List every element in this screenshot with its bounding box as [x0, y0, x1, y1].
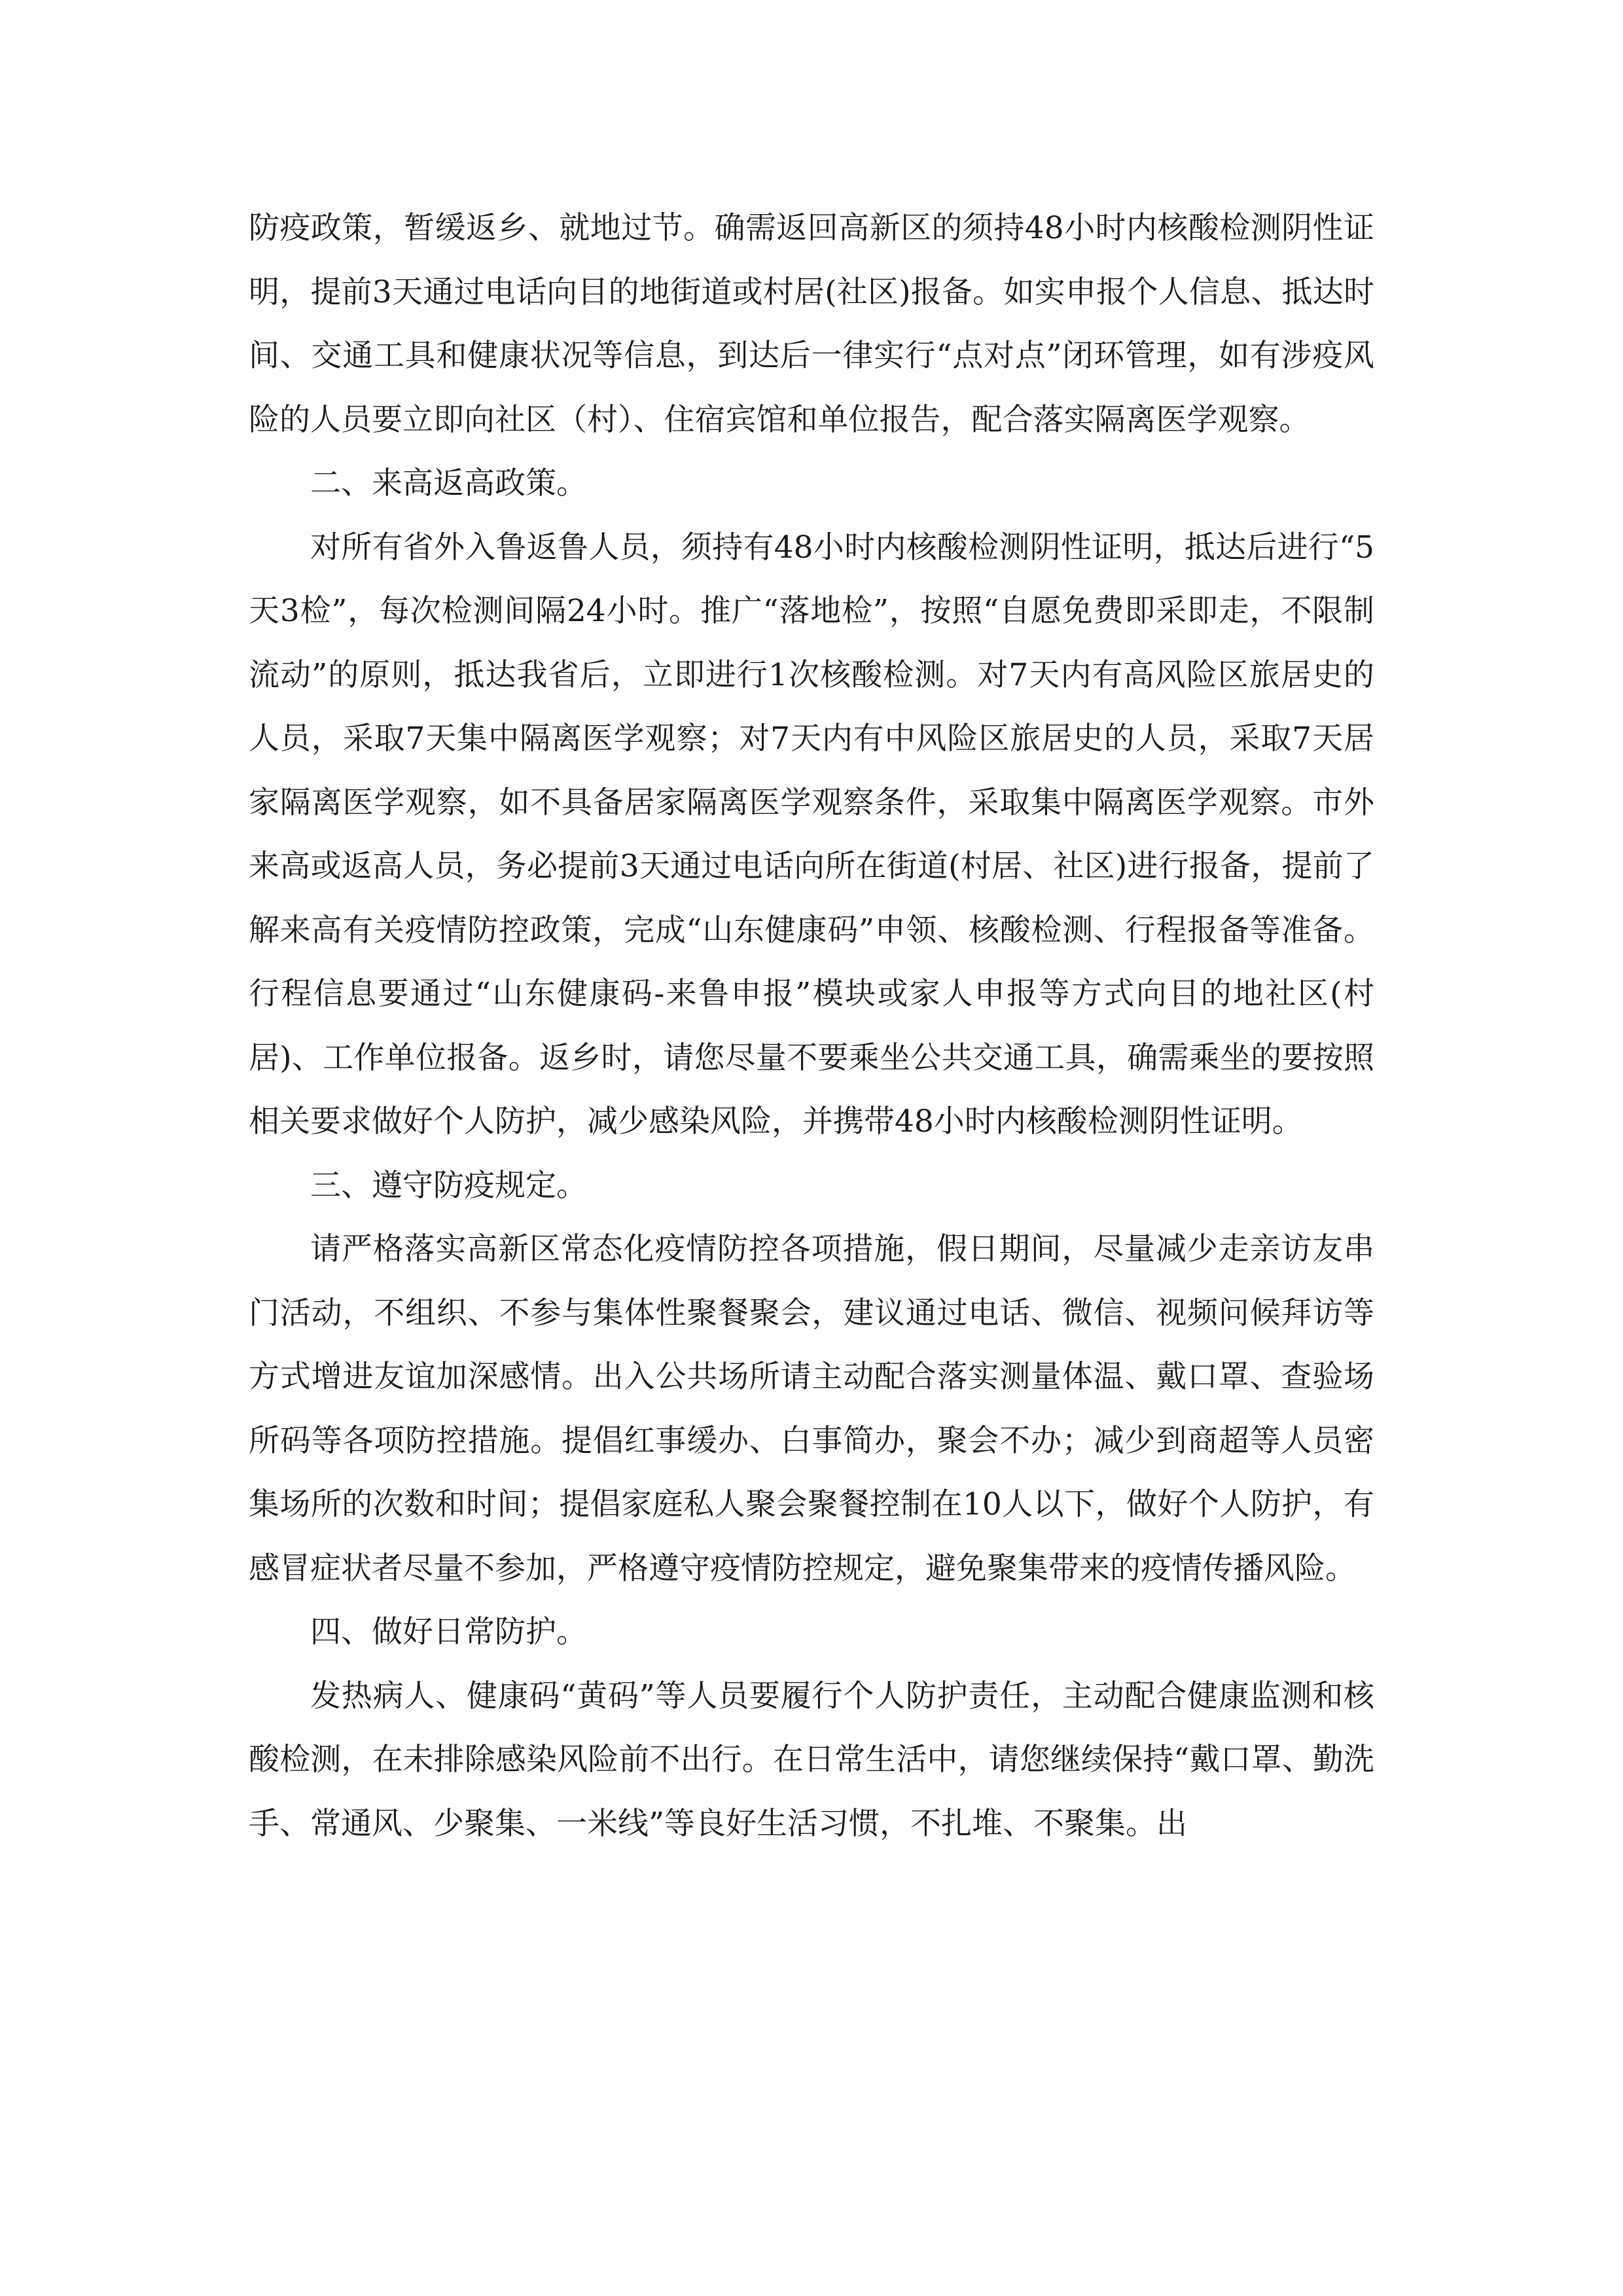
paragraph-arrival-return-policy: 对所有省外入鲁返鲁人员，须持有48小时内核酸检测阴性证明，抵达后进行“5天3检”，每次检测间隔24小时。推广“落地检”，按照“自愿免费即采即走，不限制流动”的原则，抵达我省后，立即进行1次核酸检测。对7天内有高风险区旅居史的人员，采取7天集中隔离医学观察；对7天内有中风险区旅居史的人员，采取7天居家隔离医学观察，如不具备居家隔离医学观察条件，采取集中隔离医学观察。市外来高或返高人员，务必提前3天通过电话向所在街道(村居、社区)进行报备，提前了解来高有关疫情防控政策，完成“山东健康码”申领、核酸检测、行程报备等准备。行程信息要通过“山东健康码-来鲁申报”模块或家人申报等方式向目的地社区(村居)、工作单位报备。返乡时，请您尽量不要乘坐公共交通工具，确需乘坐的要按照相关要求做好个人防护，减少感染风险，并携带48小时内核酸检测阴性证明。 — [249, 529, 1374, 1139]
paragraph-daily-protection: 发热病人、健康码“黄码”等人员要履行个人防护责任，主动配合健康监测和核酸检测，在未排除感染风险前不出行。在日常生活中，请您继续保持“戴口罩、勤洗手、常通风、少聚集、一米线”等良好生活习惯，不扎堆、不聚集。出 — [249, 1677, 1374, 1842]
paragraph-epidemic-policy-continued: 防疫政策，暂缓返乡、就地过节。确需返回高新区的须持48小时内核酸检测阴性证明，提前3天通过电话向目的地街道或村居(社区)报备。如实申报个人信息、抵达时间、交通工具和健康状况等信息，到达后一律实行“点对点”闭环管理，如有涉疫风险的人员要立即向社区（村）、住宿宾馆和单位报告，配合落实隔离医学观察。 — [249, 210, 1374, 438]
section-heading-3: 三、遵守防疫规定。 — [310, 1167, 587, 1204]
paragraph-epidemic-rules: 请严格落实高新区常态化疫情防控各项措施，假日期间，尽量减少走亲访友串门活动，不组织、不参与集体性聚餐聚会，建议通过电话、微信、视频问候拜访等方式增进友谊加深感情。出入公共场所请主动配合落实测量体温、戴口罩、查验场所码等各项防控措施。提倡红事缓办、白事简办，聚会不办；减少到商超等人员密集场所的次数和时间；提倡家庭私人聚会聚餐控制在10人以下，做好个人防护，有感冒症状者尽量不参加，严格遵守疫情防控规定，避免聚集带来的疫情传播风险。 — [249, 1231, 1374, 1587]
section-heading-4: 四、做好日常防护。 — [310, 1614, 587, 1650]
section-heading-2: 二、来高返高政策。 — [310, 465, 587, 501]
document-body — [249, 196, 1374, 1856]
